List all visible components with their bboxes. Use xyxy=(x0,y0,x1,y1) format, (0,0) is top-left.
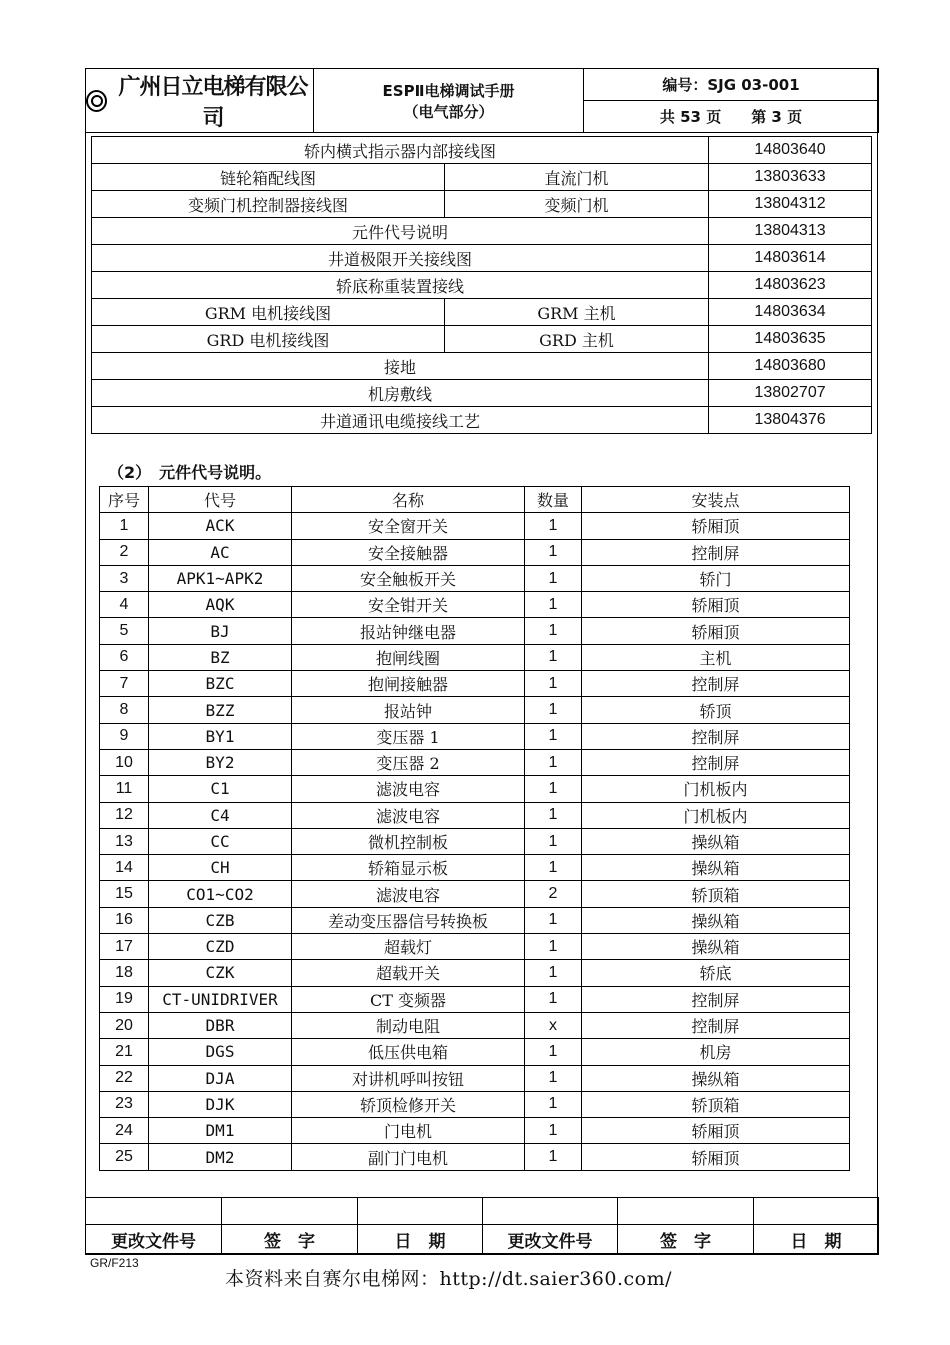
row-number: 7 xyxy=(100,671,149,697)
drawing-code: 13804313 xyxy=(709,218,872,245)
component-name: 安全触板开关 xyxy=(292,565,525,591)
component-code: BZC xyxy=(149,671,292,697)
row-number: 23 xyxy=(100,1091,149,1117)
quantity: 1 xyxy=(525,960,582,986)
row-number: 3 xyxy=(100,565,149,591)
drawing-name: 井道通讯电缆接线工艺 xyxy=(92,407,709,434)
drawing-note: 变频门机 xyxy=(445,191,709,218)
quantity: 1 xyxy=(525,749,582,775)
component-name: 差动变压器信号转换板 xyxy=(292,907,525,933)
component-code: BY2 xyxy=(149,749,292,775)
component-code: BZ xyxy=(149,644,292,670)
quantity: 1 xyxy=(525,802,582,828)
drawing-row xyxy=(92,218,872,245)
table-row xyxy=(100,592,850,618)
component-code: BJ xyxy=(149,618,292,644)
drawing-note: GRD 主机 xyxy=(445,326,709,353)
revision-label-signature: 签 字 xyxy=(222,1225,358,1255)
component-name: 低压供电箱 xyxy=(292,1039,525,1065)
row-number: 8 xyxy=(100,697,149,723)
install-location: 轿厢顶 xyxy=(582,618,850,644)
table-row xyxy=(100,618,850,644)
component-name: 滤波电容 xyxy=(292,802,525,828)
component-name: 滤波电容 xyxy=(292,881,525,907)
row-number: 19 xyxy=(100,986,149,1012)
row-number: 13 xyxy=(100,828,149,854)
row-number: 21 xyxy=(100,1039,149,1065)
install-location: 控制屏 xyxy=(582,1012,850,1038)
table-row xyxy=(100,749,850,775)
table-row xyxy=(100,644,850,670)
drawing-row xyxy=(92,191,872,218)
component-name: 抱闸线圈 xyxy=(292,644,525,670)
component-code: CO1~CO2 xyxy=(149,881,292,907)
table-row xyxy=(100,697,850,723)
component-name: 变压器 2 xyxy=(292,749,525,775)
revision-label-change-no: 更改文件号 xyxy=(86,1225,222,1255)
table-row xyxy=(100,986,850,1012)
revision-blank-cell xyxy=(86,1198,222,1225)
drawing-row xyxy=(92,137,872,164)
company-cell xyxy=(86,69,314,133)
install-location: 控制屏 xyxy=(582,671,850,697)
component-code: C4 xyxy=(149,802,292,828)
document-title-line1: ESPⅡ电梯调试手册 xyxy=(382,81,515,100)
component-name: 门电机 xyxy=(292,1118,525,1144)
document-number: 编号：SJG 03-001 xyxy=(584,69,879,101)
component-name: 超载开关 xyxy=(292,960,525,986)
drawing-row xyxy=(92,299,872,326)
drawing-row xyxy=(92,326,872,353)
component-name: 报站钟继电器 xyxy=(292,618,525,644)
component-code: CZB xyxy=(149,907,292,933)
install-location: 轿厢顶 xyxy=(582,513,850,539)
component-code: DGS xyxy=(149,1039,292,1065)
section-title: （2） 元件代号说明。 xyxy=(108,463,272,482)
component-code: CC xyxy=(149,828,292,854)
table-row xyxy=(100,1039,850,1065)
quantity: 1 xyxy=(525,934,582,960)
install-location: 轿厢顶 xyxy=(582,1118,850,1144)
row-number: 17 xyxy=(100,934,149,960)
table-row xyxy=(100,1144,850,1170)
install-location: 轿厢顶 xyxy=(582,592,850,618)
install-location: 轿顶箱 xyxy=(582,881,850,907)
row-number: 12 xyxy=(100,802,149,828)
component-code: AC xyxy=(149,539,292,565)
row-number: 25 xyxy=(100,1144,149,1170)
component-code: C1 xyxy=(149,776,292,802)
drawing-name: 轿内横式指示器内部接线图 xyxy=(92,137,709,164)
component-name: 副门门电机 xyxy=(292,1144,525,1170)
column-header: 数量 xyxy=(525,487,582,513)
drawing-row xyxy=(92,164,872,191)
drawings-table xyxy=(91,136,872,434)
install-location: 控制屏 xyxy=(582,749,850,775)
install-location: 轿顶 xyxy=(582,697,850,723)
drawing-code: 14803634 xyxy=(709,299,872,326)
revision-blank-cell xyxy=(618,1198,754,1225)
drawing-name: 轿底称重装置接线 xyxy=(92,272,709,299)
table-row xyxy=(100,934,850,960)
drawing-code: 14803614 xyxy=(709,245,872,272)
component-code: DBR xyxy=(149,1012,292,1038)
quantity: 1 xyxy=(525,513,582,539)
table-row xyxy=(100,828,850,854)
component-code: CZD xyxy=(149,934,292,960)
component-name: 安全窗开关 xyxy=(292,513,525,539)
quantity: 1 xyxy=(525,592,582,618)
row-number: 5 xyxy=(100,618,149,644)
install-location: 控制屏 xyxy=(582,723,850,749)
table-row xyxy=(100,960,850,986)
install-location: 控制屏 xyxy=(582,986,850,1012)
component-name: 轿顶检修开关 xyxy=(292,1091,525,1117)
component-code: BZZ xyxy=(149,697,292,723)
table-row xyxy=(100,723,850,749)
quantity: 1 xyxy=(525,828,582,854)
install-location: 轿厢顶 xyxy=(582,1144,850,1170)
install-location: 门机板内 xyxy=(582,776,850,802)
drawing-code: 14803635 xyxy=(709,326,872,353)
drawing-code: 14803680 xyxy=(709,353,872,380)
drawing-code: 13804376 xyxy=(709,407,872,434)
table-row xyxy=(100,1012,850,1038)
revision-label-change-no: 更改文件号 xyxy=(483,1225,618,1255)
revision-label-date: 日 期 xyxy=(754,1225,879,1255)
component-code: APK1~APK2 xyxy=(149,565,292,591)
install-location: 轿门 xyxy=(582,565,850,591)
component-name: 制动电阻 xyxy=(292,1012,525,1038)
install-location: 门机板内 xyxy=(582,802,850,828)
component-name: 轿箱显示板 xyxy=(292,855,525,881)
quantity: 1 xyxy=(525,986,582,1012)
quantity: 1 xyxy=(525,539,582,565)
page-info: 共 53 页 第 3 页 xyxy=(584,101,879,133)
form-code: GR/F213 xyxy=(90,1256,139,1270)
component-code: DM1 xyxy=(149,1118,292,1144)
column-header: 安装点 xyxy=(582,487,850,513)
drawing-name: GRM 电机接线图 xyxy=(92,299,445,326)
drawing-row xyxy=(92,245,872,272)
component-name: 微机控制板 xyxy=(292,828,525,854)
component-name: 超载灯 xyxy=(292,934,525,960)
drawing-name: 变频门机控制器接线图 xyxy=(92,191,445,218)
component-code: DJK xyxy=(149,1091,292,1117)
drawing-code: 14803623 xyxy=(709,272,872,299)
component-name: CT 变频器 xyxy=(292,986,525,1012)
source-note: 本资料来自赛尔电梯网：http://dt.saier360.com/ xyxy=(225,1268,672,1290)
quantity: 1 xyxy=(525,697,582,723)
drawing-code: 13803633 xyxy=(709,164,872,191)
quantity: 1 xyxy=(525,776,582,802)
revision-blank-cell xyxy=(222,1198,358,1225)
install-location: 轿底 xyxy=(582,960,850,986)
quantity: 1 xyxy=(525,1091,582,1117)
component-code: CT-UNIDRIVER xyxy=(149,986,292,1012)
quantity: 2 xyxy=(525,881,582,907)
component-code: ACK xyxy=(149,513,292,539)
drawing-code: 13802707 xyxy=(709,380,872,407)
drawing-code: 14803640 xyxy=(709,137,872,164)
revision-blank-cell xyxy=(754,1198,879,1225)
column-header: 代号 xyxy=(149,487,292,513)
drawing-name: 接地 xyxy=(92,353,709,380)
quantity: x xyxy=(525,1012,582,1038)
revision-blank-cell xyxy=(358,1198,483,1225)
row-number: 4 xyxy=(100,592,149,618)
column-header: 序号 xyxy=(100,487,149,513)
table-row xyxy=(100,802,850,828)
row-number: 9 xyxy=(100,723,149,749)
row-number: 18 xyxy=(100,960,149,986)
table-row xyxy=(100,1065,850,1091)
drawing-row xyxy=(92,353,872,380)
component-name: 对讲机呼叫按钮 xyxy=(292,1065,525,1091)
component-name: 抱闸接触器 xyxy=(292,671,525,697)
components-table xyxy=(99,486,850,1171)
drawing-name: 元件代号说明 xyxy=(92,218,709,245)
row-number: 14 xyxy=(100,855,149,881)
install-location: 轿顶箱 xyxy=(582,1091,850,1117)
document-header xyxy=(85,68,879,133)
row-number: 22 xyxy=(100,1065,149,1091)
component-name: 安全钳开关 xyxy=(292,592,525,618)
quantity: 1 xyxy=(525,723,582,749)
table-row xyxy=(100,1091,850,1117)
component-name: 变压器 1 xyxy=(292,723,525,749)
quantity: 1 xyxy=(525,855,582,881)
document-title xyxy=(314,69,584,133)
drawing-name: 机房敷线 xyxy=(92,380,709,407)
table-row xyxy=(100,855,850,881)
quantity: 1 xyxy=(525,1039,582,1065)
table-row xyxy=(100,776,850,802)
row-number: 20 xyxy=(100,1012,149,1038)
table-row xyxy=(100,565,850,591)
drawing-note: 直流门机 xyxy=(445,164,709,191)
component-name: 安全接触器 xyxy=(292,539,525,565)
install-location: 操纵箱 xyxy=(582,1065,850,1091)
row-number: 10 xyxy=(100,749,149,775)
row-number: 24 xyxy=(100,1118,149,1144)
drawing-name: 链轮箱配线图 xyxy=(92,164,445,191)
revision-blank-cell xyxy=(483,1198,618,1225)
column-header: 名称 xyxy=(292,487,525,513)
row-number: 16 xyxy=(100,907,149,933)
component-code: BY1 xyxy=(149,723,292,749)
table-row xyxy=(100,671,850,697)
quantity: 1 xyxy=(525,618,582,644)
drawing-row xyxy=(92,380,872,407)
component-code: AQK xyxy=(149,592,292,618)
quantity: 1 xyxy=(525,565,582,591)
component-code: CH xyxy=(149,855,292,881)
drawing-code: 13804312 xyxy=(709,191,872,218)
company-logo-icon xyxy=(86,90,107,112)
drawing-row xyxy=(92,407,872,434)
install-location: 操纵箱 xyxy=(582,828,850,854)
revision-label-signature: 签 字 xyxy=(618,1225,754,1255)
table-row xyxy=(100,1118,850,1144)
quantity: 1 xyxy=(525,1144,582,1170)
revision-footer xyxy=(85,1197,879,1255)
table-row xyxy=(100,539,850,565)
table-row xyxy=(100,513,850,539)
component-name: 报站钟 xyxy=(292,697,525,723)
quantity: 1 xyxy=(525,671,582,697)
install-location: 操纵箱 xyxy=(582,855,850,881)
component-code: CZK xyxy=(149,960,292,986)
drawing-name: 井道极限开关接线图 xyxy=(92,245,709,272)
install-location: 机房 xyxy=(582,1039,850,1065)
component-code: DM2 xyxy=(149,1144,292,1170)
component-code: DJA xyxy=(149,1065,292,1091)
revision-label-date: 日 期 xyxy=(358,1225,483,1255)
component-name: 滤波电容 xyxy=(292,776,525,802)
row-number: 11 xyxy=(100,776,149,802)
row-number: 15 xyxy=(100,881,149,907)
install-location: 操纵箱 xyxy=(582,907,850,933)
row-number: 2 xyxy=(100,539,149,565)
company-name: 广州日立电梯有限公司 xyxy=(118,74,308,131)
document-title-line2: （电气部分） xyxy=(403,102,494,121)
table-row xyxy=(100,907,850,933)
row-number: 6 xyxy=(100,644,149,670)
row-number: 1 xyxy=(100,513,149,539)
drawing-name: GRD 电机接线图 xyxy=(92,326,445,353)
quantity: 1 xyxy=(525,1065,582,1091)
drawing-row xyxy=(92,272,872,299)
quantity: 1 xyxy=(525,1118,582,1144)
install-location: 主机 xyxy=(582,644,850,670)
quantity: 1 xyxy=(525,907,582,933)
drawing-note: GRM 主机 xyxy=(445,299,709,326)
install-location: 控制屏 xyxy=(582,539,850,565)
table-row xyxy=(100,881,850,907)
install-location: 操纵箱 xyxy=(582,934,850,960)
quantity: 1 xyxy=(525,644,582,670)
